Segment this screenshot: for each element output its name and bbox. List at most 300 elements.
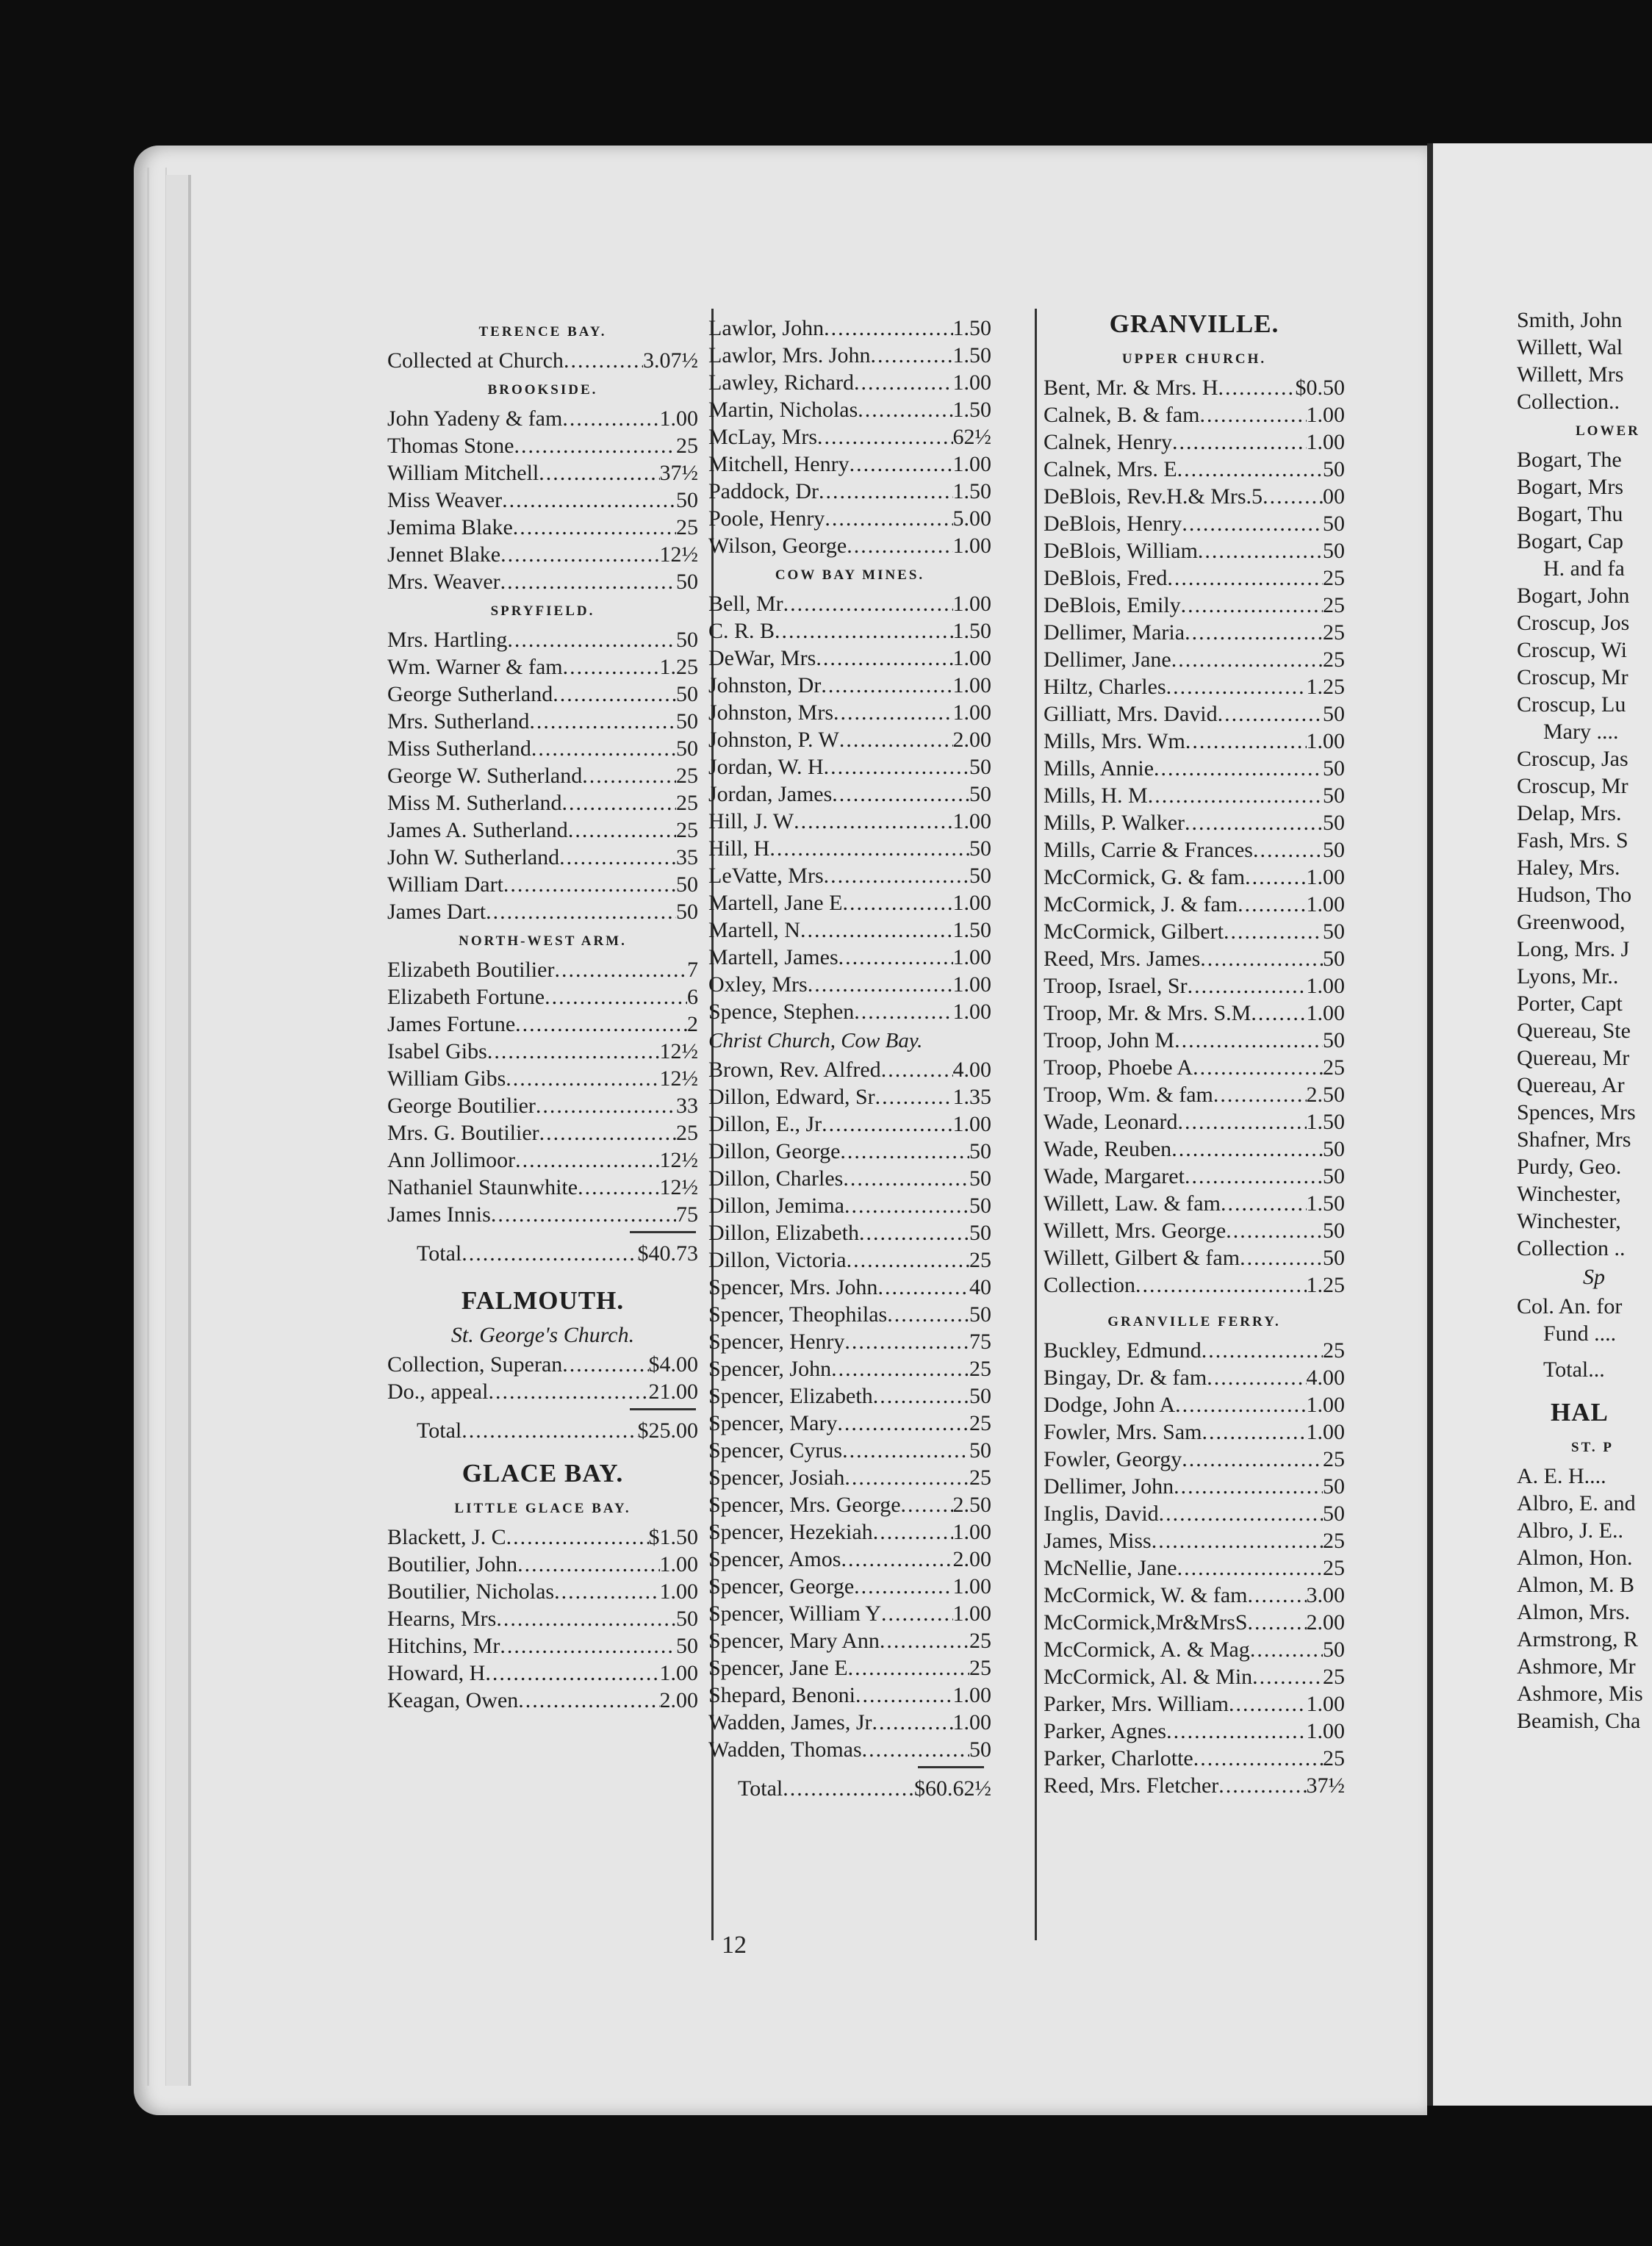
section-heading-glace-bay: GLACE BAY. [462,1459,624,1488]
leader-dots [1202,1337,1323,1364]
list-item [387,1378,698,1405]
entry-amount: 12½ [659,1039,698,1063]
entry-amount: 50 [676,682,698,706]
text-line: Fash, Mrs. S [1517,828,1628,853]
leader-dots [800,916,953,944]
entry-name: DeBlois, William [1044,539,1198,563]
entry-amount: 50 [676,900,698,924]
entry-amount: 25 [1323,566,1345,590]
entry-name: DeWar, Mrs [708,646,816,670]
entry-name: Hearns, Mrs [387,1607,497,1631]
entry-amount: 1.00 [1306,892,1345,916]
entry-amount: 25 [676,818,698,842]
section-heading-granville: GRANVILLE. [1109,309,1279,338]
text-line: Bogart, Mrs [1517,475,1623,499]
entry-amount: 50 [969,782,991,806]
entry-name: Hill, J. W [708,809,794,833]
leader-dots [1218,374,1296,401]
text-line: Long, Mrs. J [1517,937,1630,961]
entry-amount: 2.00 [952,728,991,752]
entry-amount: 50 [969,755,991,779]
entry-amount: 1.00 [1306,1001,1345,1025]
entry-name: Poole, Henry [708,506,825,531]
leader-dots [817,423,952,451]
leader-dots [514,432,677,459]
total-value: $25.00 [637,1418,698,1443]
leader-dots [500,568,676,595]
text-line: Greenwood, [1517,910,1626,934]
entry-amount: 25 [1323,1529,1345,1553]
list-item [387,1632,698,1660]
total-rule [630,1408,696,1415]
entry-name: James Dart [387,900,486,924]
entry-name: Reed, Mrs. Fletcher [1044,1773,1219,1798]
entry-name: Jordan, W. H [708,755,824,779]
list-item [1044,809,1345,836]
list-item [1044,1745,1345,1772]
entry-amount: 3.00 [1306,1583,1345,1607]
entry-amount: 1.00 [952,646,991,670]
entry-name: Willett, Gilbert & fam [1044,1246,1240,1270]
book-gutter [1427,143,1433,2106]
leader-dots [1159,1500,1323,1527]
entry-amount: 1.00 [659,1579,698,1604]
entry-amount: 50 [676,628,698,652]
leader-dots [1252,1663,1323,1690]
entry-amount: $4.00 [648,1352,698,1377]
entry-name: Gilliatt, Mrs. David [1044,702,1218,726]
list-item [1044,728,1345,755]
leader-dots [844,1464,969,1491]
text-line: Bogart, Cap [1517,529,1623,553]
entry-amount: 50 [1323,1474,1345,1499]
text-line: Winchester, [1517,1182,1621,1206]
list-item [708,862,991,889]
entry-amount: 2.00 [952,1547,991,1571]
list-item [708,1111,991,1138]
list-item [708,645,991,672]
leader-dots [1185,809,1323,836]
leader-dots [539,1119,676,1147]
list-item [387,871,698,898]
list-item [387,762,698,789]
entry-amount: 1.00 [952,673,991,697]
leader-dots [486,898,676,925]
list-item [708,1627,991,1654]
entry-name: Martin, Nicholas [708,398,858,422]
entry-name: Thomas Stone [387,434,514,458]
entry-name: Willett, Law. & fam [1044,1191,1221,1216]
leader-dots [1135,1271,1307,1299]
list-item [1044,374,1345,401]
entry-name: Calnek, B. & fam [1044,403,1200,427]
text-line: Albro, E. and [1517,1491,1636,1515]
subheading-upper-church: UPPER CHURCH. [1121,351,1267,367]
leader-dots [880,1627,969,1654]
leader-dots [1238,891,1306,918]
entry-name: Miss Sutherland [387,736,531,761]
entry-name: Nathaniel Staunwhite [387,1175,578,1199]
leader-dots [842,889,952,916]
list-item [387,817,698,844]
entry-amount: 25 [1323,1665,1345,1689]
leader-dots [850,451,953,478]
list-item [1044,1500,1345,1527]
entry-amount: 1.00 [1306,1393,1345,1417]
leader-dots [873,1382,969,1410]
text-line: Haley, Mrs. [1517,855,1620,880]
text-line: Beamish, Cha [1517,1709,1641,1733]
list-item [1044,1217,1345,1244]
entry-amount: 50 [969,1221,991,1245]
entry-name: Bingay, Dr. & fam [1044,1366,1207,1390]
entry-name: Dillon, George [708,1139,841,1163]
section-heading-terence-bay: TERENCE BAY. [478,324,607,340]
entry-name: Collection [1044,1273,1135,1297]
text-line: Albro, J. E.. [1517,1518,1623,1543]
leader-dots [1199,401,1306,428]
list-item [1044,700,1345,728]
leader-dots [819,478,953,505]
leader-dots [562,1351,648,1378]
leader-dots [582,762,676,789]
leader-dots [848,1654,969,1682]
entry-amount: 1.50 [952,918,991,942]
entry-amount: 12½ [659,1148,698,1172]
entry-name: Troop, John M [1044,1028,1175,1052]
entry-name: Dellimer, John [1044,1474,1174,1499]
entry-name: Spencer, Mrs. George [708,1493,901,1517]
entry-amount: $0.50 [1295,376,1345,400]
list-item [387,983,698,1011]
list-item [708,1654,991,1682]
entry-list [387,956,698,1228]
entry-name: Mrs. G. Boutilier [387,1121,539,1145]
entry-amount: 1.50 [952,619,991,643]
entry-amount: 2.00 [659,1688,698,1712]
entry-amount: 50 [1323,811,1345,835]
entry-amount: 1.00 [1306,1420,1345,1444]
entry-amount: 50 [676,1607,698,1631]
entry-amount: 1.00 [952,1574,991,1599]
entry-amount: 50 [969,1438,991,1463]
entry-amount: 1.00 [1306,974,1345,998]
list-item [1044,1636,1345,1663]
section-heading-brookside: BROOKSIDE. [487,382,598,398]
leader-dots [1247,1582,1306,1609]
entry-amount: 12½ [659,1175,698,1199]
text-line: Smith, John [1517,308,1623,332]
entry-amount: 1.00 [952,1000,991,1024]
leader-dots [854,1573,952,1600]
list-item [708,1056,991,1083]
entry-name: Paddock, Dr [708,479,819,503]
leader-dots [854,369,953,396]
list-item [1044,1081,1345,1108]
list-item [708,1491,991,1518]
entry-amount: 1.00 [659,1661,698,1685]
leader-dots [1177,1554,1323,1582]
list-item [1044,537,1345,564]
entry-amount: 50 [1323,702,1345,726]
leader-dots [1218,700,1323,728]
leader-dots [822,1111,952,1138]
list-item [708,835,991,862]
entry-name: Jennet Blake [387,542,501,567]
entry-name: Calnek, Henry [1044,430,1172,454]
entry-name: DeBlois, Fred [1044,566,1168,590]
text-line: Quereau, Mr [1517,1046,1630,1070]
entry-list [708,1056,991,1763]
leader-dots [1253,836,1323,864]
leader-dots [847,532,952,559]
entry-amount: 21.00 [648,1379,698,1404]
entry-name: Mills, Mrs. Wm [1044,729,1185,753]
entry-name: Collection, Superan [387,1352,563,1377]
entry-amount: 12½ [659,542,698,567]
entry-amount: 50 [969,1194,991,1218]
page-number: 12 [722,1931,747,1959]
entry-name: Lawlor, John [708,316,825,340]
text-line: Croscup, Wi [1517,638,1627,662]
entry-amount: 75 [969,1330,991,1354]
entry-name: Lawlor, Mrs. John [708,343,871,367]
page-edge-inner [166,175,191,2086]
list-item [387,789,698,817]
list-item [1044,1190,1345,1217]
list-item [708,971,991,998]
entry-name: James A. Sutherland [387,818,568,842]
text-line: Shafner, Mrs [1517,1127,1631,1152]
entry-amount: 1.50 [952,479,991,503]
leader-dots [500,541,659,568]
list-item [708,699,991,726]
entry-name: Jordan, James [708,782,833,806]
leader-dots [507,626,676,653]
text-lines [1517,306,1652,415]
leader-dots [838,944,953,971]
entry-amount: 50 [969,1139,991,1163]
leader-dots [844,1328,969,1355]
entry-name: Reed, Mrs. James [1044,947,1201,971]
text-line: Hudson, Tho [1517,883,1632,907]
list-item [708,1546,991,1573]
entry-name: DeBlois, Emily [1044,593,1181,617]
total-label: Total [738,1776,783,1801]
list-item [387,1174,698,1201]
leader-dots [562,789,676,817]
leader-dots [832,781,969,808]
left-page [134,146,1427,2115]
list-item [708,423,991,451]
entry-amount: 1.00 [952,370,991,395]
entry-amount: 25 [1323,1447,1345,1471]
leader-dots [840,1138,969,1165]
entry-name: William Mitchell [387,461,539,485]
list-item [708,1518,991,1546]
entry-list [387,405,698,595]
entry-amount: 1.00 [952,945,991,969]
text-line: Bogart, John [1517,584,1630,608]
entry-name: Martell, Jane E [708,891,843,915]
leader-dots [847,1246,969,1274]
entry-amount: 50 [1323,1219,1345,1243]
entry-name: McLay, Mrs [708,425,818,449]
entry-name: Troop, Phoebe A [1044,1055,1193,1080]
page-edge [147,168,167,2086]
list-item [387,568,698,595]
list-item [708,1083,991,1111]
entry-amount: 50 [969,864,991,888]
entry-name: McCormick, Al. & Min [1044,1665,1253,1689]
entry-amount: 1.00 [952,891,991,915]
leader-dots [824,315,952,342]
entry-amount: 1.50 [952,316,991,340]
text-line: Almon, Mrs. [1517,1600,1631,1624]
entry-amount: 7 [687,958,698,982]
entry-name: Blackett, J. C [387,1525,506,1549]
leader-dots [1207,1364,1306,1391]
list-item [1044,1527,1345,1554]
entry-name: Dellimer, Jane [1044,647,1171,672]
leader-dots [1178,1108,1307,1135]
entry-name: Hiltz, Charles [1044,675,1166,699]
subheading-christ-church: Christ Church, Cow Bay. [708,1029,923,1052]
entry-name: James Innis [387,1202,491,1227]
entry-name: Ann Jollimoor [387,1148,516,1172]
entry-amount: 25 [676,764,698,788]
entry-amount: 1.50 [952,398,991,422]
leader-dots [1263,483,1323,510]
leader-dots [825,505,952,532]
list-item [387,405,698,432]
list-item [387,1660,698,1687]
entry-name: Dillon, E., Jr [708,1112,822,1136]
leader-dots [858,396,952,423]
list-item [708,505,991,532]
entry-name: George Sutherland [387,682,553,706]
entry-name: DeBlois, Henry [1044,512,1182,536]
list-item [387,432,698,459]
leader-dots [1175,1391,1306,1418]
leader-dots [515,1011,687,1038]
list-item [708,1682,991,1709]
column-3 [1044,304,1345,1799]
entry-name: James, Miss [1044,1529,1152,1553]
entry-name: McCormick, G. & fam [1044,865,1246,889]
list-item [1044,1473,1345,1500]
list-item [708,998,991,1025]
leader-dots [568,817,676,844]
list-item [708,617,991,645]
entry-amount: 25 [1323,1746,1345,1770]
entry-name: Spencer, William Y [708,1601,882,1626]
list-item [708,916,991,944]
entry-amount: 1.00 [1306,1692,1345,1716]
entry-amount: 1.00 [1306,1719,1345,1743]
list-item [708,726,991,753]
list-item [1044,1337,1345,1364]
leader-dots [794,808,952,835]
entry-list [1044,1337,1345,1799]
text-line: Willett, Wal [1517,335,1623,359]
list-item [387,681,698,708]
leader-dots [1193,1745,1323,1772]
entry-name: Spence, Stephen [708,1000,855,1024]
text-line: Collection.. [1517,390,1620,414]
leader-dots [842,1437,969,1464]
entry-amount: 25 [969,1248,991,1272]
leader-dots [1188,972,1307,1000]
list-item [1044,1554,1345,1582]
leader-dots [873,1518,953,1546]
entry-amount: 50 [1323,838,1345,862]
leader-dots [872,1709,953,1736]
leader-dots [1218,1772,1306,1799]
list-item [1044,1364,1345,1391]
section-heading-granville-ferry: GRANVILLE FERRY. [1107,1314,1281,1330]
leader-dots [1177,456,1323,483]
entry-amount: 75 [676,1202,698,1227]
leader-dots [881,1056,953,1083]
entry-amount: 1.50 [1306,1191,1345,1216]
text-line: Croscup, Mr [1517,774,1628,798]
list-item [708,1274,991,1301]
entry-amount: 25 [676,791,698,815]
text-line: Willett, Mrs [1517,362,1624,387]
leader-dots [513,514,676,541]
entry-name: Dillon, Edward, Sr [708,1085,875,1109]
list-item [1044,510,1345,537]
text-line: Quereau, Ste [1517,1019,1631,1043]
list-item [1044,619,1345,646]
entry-amount: 1.25 [659,655,698,679]
leader-dots [1245,864,1306,891]
entry-name: Spencer, Elizabeth [708,1384,873,1408]
list-item [1044,401,1345,428]
list-item [708,342,991,369]
list-item [1044,1135,1345,1163]
entry-name: Jemima Blake [387,515,513,539]
entry-amount: 1.00 [952,452,991,476]
list-item [708,753,991,781]
entry-amount: 1.00 [952,1683,991,1707]
entry-amount: 50 [1323,1028,1345,1052]
list-item [708,889,991,916]
list-item [1044,483,1345,510]
entry-amount: 50 [1323,539,1345,563]
entry-amount: 25 [676,515,698,539]
section-heading-north-west-arm: NORTH-WEST ARM. [459,933,627,949]
list-item [708,1600,991,1627]
leader-dots [870,342,952,369]
list-item [708,1165,991,1192]
list-item [1044,1027,1345,1054]
entry-name: Spencer, Hezekiah [708,1520,873,1544]
list-item [708,478,991,505]
entry-amount: 1.00 [1306,430,1345,454]
entry-name: Johnston, P. W [708,728,839,752]
entry-name: Troop, Wm. & fam [1044,1083,1213,1107]
entry-name: Keagan, Owen [387,1688,519,1712]
entry-name: Mills, Carrie & Frances [1044,838,1253,862]
entry-name: Shepard, Benoni [708,1683,855,1707]
list-item [387,1687,698,1714]
entry-amount: 37½ [1306,1773,1345,1798]
entry-name: John Yadeny & fam [387,406,563,431]
leader-dots [844,1192,969,1219]
subheading-little-glace-bay: LITTLE GLACE BAY. [454,1501,631,1516]
